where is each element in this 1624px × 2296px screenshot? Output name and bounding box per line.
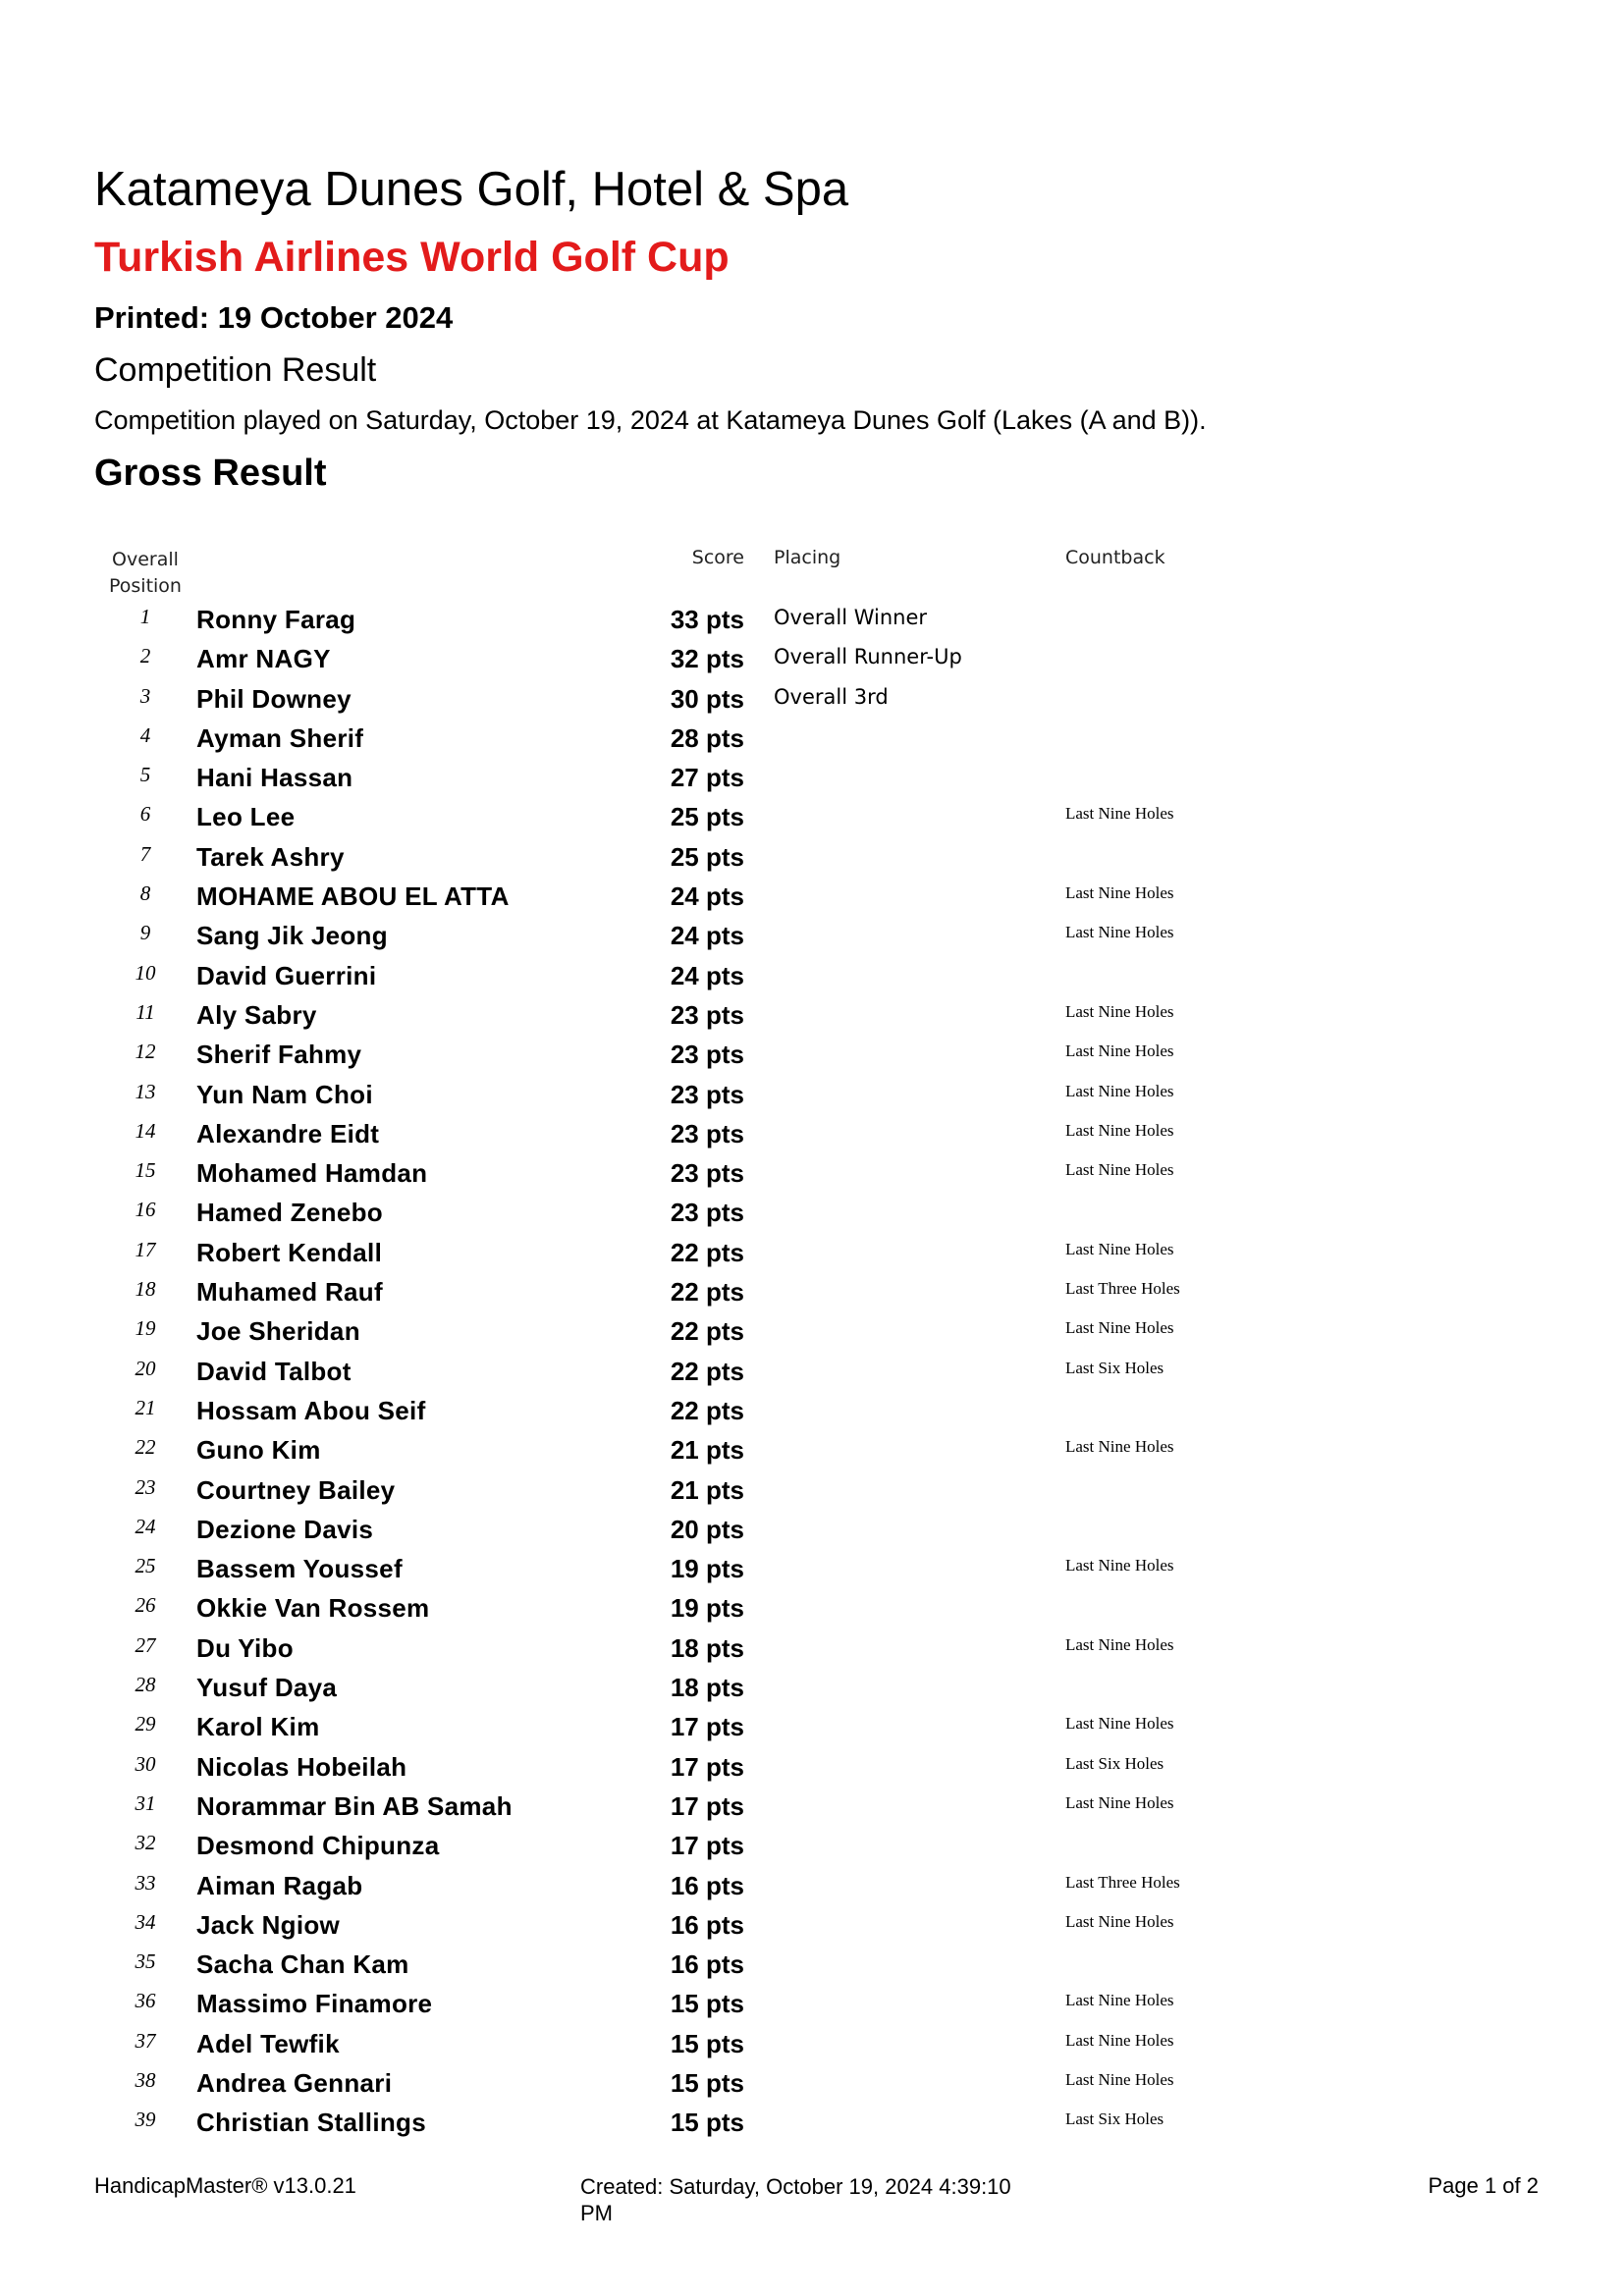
position-cell: 17 — [135, 1237, 156, 1261]
position-cell: 7 — [139, 841, 151, 866]
score-cell: 27 pts — [670, 763, 744, 793]
position-cell: 13 — [135, 1079, 156, 1103]
placing-cell: Overall Runner-Up — [774, 645, 962, 669]
countback-cell: Last Nine Holes — [1065, 1991, 1174, 2010]
position-cell: 34 — [135, 1909, 156, 1934]
score-cell: 22 pts — [670, 1277, 744, 1308]
player-name-cell: Dezione Davis — [196, 1514, 374, 1544]
score-cell: 19 pts — [670, 1554, 744, 1584]
player-name-cell: Mohamed Hamdan — [196, 1158, 428, 1189]
position-cell: 2 — [139, 644, 151, 668]
countback-cell: Last Nine Holes — [1065, 2030, 1174, 2050]
score-cell: 24 pts — [670, 921, 744, 951]
table-row — [0, 1473, 1624, 1513]
countback-cell: Last Nine Holes — [1065, 804, 1174, 824]
competition-played-line: Competition played on Saturday, October 19, 2024 at Katameya Dunes Golf (Lakes (A and B)). — [94, 405, 1207, 435]
player-name-cell: Yun Nam Choi — [196, 1079, 373, 1109]
position-cell: 25 — [135, 1554, 156, 1578]
countback-cell: Last Nine Holes — [1065, 1714, 1174, 1734]
table-row — [0, 1314, 1624, 1354]
table-row — [0, 1513, 1624, 1552]
player-name-cell: Muhamed Rauf — [196, 1277, 383, 1308]
table-row — [0, 1078, 1624, 1117]
placing-cell: Overall 3rd — [774, 684, 889, 709]
countback-cell: Last Six Holes — [1065, 2109, 1164, 2129]
player-name-cell: David Guerrini — [196, 960, 377, 990]
position-cell: 12 — [135, 1040, 156, 1064]
score-cell: 23 pts — [670, 1118, 744, 1148]
player-name-cell: Sacha Chan Kam — [196, 1949, 409, 1980]
table-row — [0, 1156, 1624, 1196]
table-row — [0, 959, 1624, 998]
countback-cell: Last Three Holes — [1065, 1872, 1180, 1892]
countback-cell: Last Six Holes — [1065, 1358, 1164, 1377]
table-row — [0, 2027, 1624, 2066]
table-row — [0, 1631, 1624, 1671]
countback-cell: Last Nine Holes — [1065, 1556, 1174, 1575]
position-cell: 32 — [135, 1831, 156, 1855]
score-cell: 23 pts — [670, 1040, 744, 1070]
placing-cell: Overall Winner — [774, 606, 928, 629]
countback-cell: Last Nine Holes — [1065, 1437, 1174, 1457]
player-name-cell: Bassem Youssef — [196, 1554, 403, 1584]
section-heading: Gross Result — [94, 453, 327, 494]
position-cell: 3 — [139, 683, 151, 708]
player-name-cell: Alexandre Eidt — [196, 1118, 380, 1148]
player-name-cell: Robert Kendall — [196, 1237, 383, 1267]
player-name-cell: Aly Sabry — [196, 999, 317, 1030]
position-cell: 8 — [139, 881, 151, 906]
countback-cell: Last Nine Holes — [1065, 923, 1174, 942]
player-name-cell: Norammar Bin AB Samah — [196, 1790, 513, 1821]
column-header-placing: Placing — [774, 547, 841, 568]
score-cell: 17 pts — [670, 1712, 744, 1742]
countback-cell: Last Nine Holes — [1065, 1041, 1174, 1061]
position-cell: 21 — [135, 1395, 156, 1419]
table-row — [0, 1908, 1624, 1948]
player-name-cell: Hani Hassan — [196, 763, 353, 793]
table-row — [0, 1591, 1624, 1630]
score-cell: 24 pts — [670, 960, 744, 990]
table-row — [0, 1038, 1624, 1077]
countback-cell: Last Nine Holes — [1065, 883, 1174, 903]
table-row — [0, 1196, 1624, 1235]
player-name-cell: Christian Stallings — [196, 2108, 426, 2138]
table-row — [0, 1433, 1624, 1472]
table-row — [0, 721, 1624, 761]
player-name-cell: Hossam Abou Seif — [196, 1395, 426, 1425]
position-cell: 16 — [135, 1198, 156, 1222]
table-row — [0, 2066, 1624, 2106]
position-cell: 1 — [139, 605, 151, 628]
score-cell: 16 pts — [670, 1909, 744, 1940]
score-cell: 23 pts — [670, 1198, 744, 1228]
score-cell: 15 pts — [670, 2028, 744, 2058]
position-cell: 24 — [135, 1514, 156, 1538]
score-cell: 25 pts — [670, 802, 744, 832]
position-cell: 18 — [135, 1277, 156, 1302]
column-header-position: Overall Position — [109, 549, 182, 597]
position-cell: 4 — [139, 722, 151, 747]
footer-created: Created: Saturday, October 19, 2024 4:39:10 PM — [580, 2174, 1011, 2225]
table-row — [0, 800, 1624, 839]
score-cell: 22 pts — [670, 1395, 744, 1425]
table-row — [0, 642, 1624, 681]
player-name-cell: Ronny Farag — [196, 605, 356, 634]
position-cell: 29 — [135, 1712, 156, 1736]
position-cell: 36 — [135, 1989, 156, 2013]
player-name-cell: Tarek Ashry — [196, 841, 345, 872]
countback-cell: Last Nine Holes — [1065, 1001, 1174, 1021]
footer-software: HandicapMaster® v13.0.21 — [94, 2173, 356, 2198]
position-cell: 6 — [139, 802, 151, 827]
score-cell: 22 pts — [670, 1237, 744, 1267]
position-cell: 38 — [135, 2067, 156, 2092]
countback-cell: Last Six Holes — [1065, 1753, 1164, 1773]
table-row — [0, 1869, 1624, 1908]
position-cell: 30 — [135, 1751, 156, 1776]
score-cell: 20 pts — [670, 1514, 744, 1544]
table-row — [0, 603, 1624, 642]
player-name-cell: Sherif Fahmy — [196, 1040, 362, 1070]
player-name-cell: Adel Tewfik — [196, 2028, 340, 2058]
score-cell: 23 pts — [670, 999, 744, 1030]
player-name-cell: Joe Sheridan — [196, 1316, 360, 1347]
column-header-score: Score — [691, 547, 744, 568]
score-cell: 28 pts — [670, 722, 744, 753]
score-cell: 23 pts — [670, 1079, 744, 1109]
competition-title: Turkish Airlines World Golf Cup — [94, 234, 730, 281]
report-subtitle: Competition Result — [94, 351, 377, 389]
player-name-cell: MOHAME ABOU EL ATTA — [196, 881, 510, 912]
player-name-cell: Okkie Van Rossem — [196, 1593, 430, 1624]
countback-cell: Last Nine Holes — [1065, 1081, 1174, 1100]
player-name-cell: Massimo Finamore — [196, 1989, 433, 2019]
table-row — [0, 1710, 1624, 1749]
table-row — [0, 880, 1624, 919]
countback-cell: Last Nine Holes — [1065, 1792, 1174, 1812]
score-cell: 15 pts — [670, 2067, 744, 2098]
countback-cell: Last Nine Holes — [1065, 1911, 1174, 1931]
position-cell: 39 — [135, 2108, 156, 2132]
table-row — [0, 682, 1624, 721]
score-cell: 17 pts — [670, 1790, 744, 1821]
position-cell: 35 — [135, 1949, 156, 1974]
printed-date: Printed: 19 October 2024 — [94, 300, 454, 335]
countback-cell: Last Nine Holes — [1065, 1120, 1174, 1140]
position-cell: 26 — [135, 1593, 156, 1618]
countback-cell: Last Nine Holes — [1065, 1160, 1174, 1180]
player-name-cell: Yusuf Daya — [196, 1673, 338, 1703]
score-cell: 21 pts — [670, 1435, 744, 1466]
player-name-cell: Amr NAGY — [196, 644, 331, 674]
position-cell: 27 — [135, 1632, 156, 1657]
score-cell: 15 pts — [670, 2108, 744, 2138]
score-cell: 18 pts — [670, 1673, 744, 1703]
countback-cell: Last Nine Holes — [1065, 1318, 1174, 1338]
position-cell: 5 — [139, 763, 151, 787]
position-cell: 37 — [135, 2028, 156, 2053]
player-name-cell: Jack Ngiow — [196, 1909, 341, 1940]
player-name-cell: Courtney Bailey — [196, 1474, 396, 1505]
column-header-countback: Countback — [1065, 547, 1165, 568]
table-row — [0, 840, 1624, 880]
table-row — [0, 1750, 1624, 1789]
score-cell: 32 pts — [670, 644, 744, 674]
table-row — [0, 1829, 1624, 1868]
position-cell: 20 — [135, 1356, 156, 1380]
player-name-cell: Ayman Sherif — [196, 722, 364, 753]
player-name-cell: Aiman Ragab — [196, 1870, 363, 1900]
venue-title: Katameya Dunes Golf, Hotel & Spa — [94, 163, 849, 216]
score-cell: 30 pts — [670, 683, 744, 714]
score-cell: 18 pts — [670, 1632, 744, 1663]
player-name-cell: Nicolas Hobeilah — [196, 1751, 407, 1782]
table-row — [0, 998, 1624, 1038]
player-name-cell: Sang Jik Jeong — [196, 921, 388, 951]
score-cell: 15 pts — [670, 1989, 744, 2019]
position-cell: 15 — [135, 1158, 156, 1183]
score-cell: 19 pts — [670, 1593, 744, 1624]
table-row — [0, 1117, 1624, 1156]
score-cell: 22 pts — [670, 1316, 744, 1347]
table-row — [0, 1394, 1624, 1433]
table-row — [0, 761, 1624, 800]
table-row — [0, 1987, 1624, 2026]
position-cell: 9 — [139, 921, 151, 945]
results-table — [0, 603, 1624, 2146]
countback-cell: Last Three Holes — [1065, 1279, 1180, 1299]
score-cell: 17 pts — [670, 1831, 744, 1861]
countback-cell: Last Nine Holes — [1065, 1239, 1174, 1258]
score-cell: 24 pts — [670, 881, 744, 912]
player-name-cell: Du Yibo — [196, 1632, 294, 1663]
position-cell: 22 — [135, 1435, 156, 1460]
player-name-cell: Andrea Gennari — [196, 2067, 393, 2098]
score-cell: 16 pts — [670, 1870, 744, 1900]
footer-page-number: Page 1 of 2 — [1428, 2173, 1539, 2198]
player-name-cell: Desmond Chipunza — [196, 1831, 440, 1861]
position-cell: 33 — [135, 1870, 156, 1895]
player-name-cell: David Talbot — [196, 1356, 352, 1386]
score-cell: 17 pts — [670, 1751, 744, 1782]
position-cell: 23 — [135, 1474, 156, 1499]
countback-cell: Last Nine Holes — [1065, 1634, 1174, 1654]
score-cell: 23 pts — [670, 1158, 744, 1189]
position-cell: 11 — [135, 999, 155, 1024]
table-row — [0, 1236, 1624, 1275]
table-row — [0, 1671, 1624, 1710]
table-row — [0, 2106, 1624, 2145]
score-cell: 21 pts — [670, 1474, 744, 1505]
score-cell: 16 pts — [670, 1949, 744, 1980]
table-row — [0, 919, 1624, 958]
position-cell: 28 — [135, 1673, 156, 1697]
player-name-cell: Hamed Zenebo — [196, 1198, 383, 1228]
position-cell: 10 — [135, 960, 156, 985]
table-row — [0, 1275, 1624, 1314]
score-cell: 22 pts — [670, 1356, 744, 1386]
score-cell: 33 pts — [670, 605, 744, 634]
score-cell: 25 pts — [670, 841, 744, 872]
table-row — [0, 1355, 1624, 1394]
player-name-cell: Guno Kim — [196, 1435, 321, 1466]
table-row — [0, 1552, 1624, 1591]
player-name-cell: Phil Downey — [196, 683, 352, 714]
table-row — [0, 1948, 1624, 1987]
position-cell: 19 — [135, 1316, 156, 1341]
player-name-cell: Karol Kim — [196, 1712, 320, 1742]
position-cell: 31 — [135, 1790, 156, 1815]
countback-cell: Last Nine Holes — [1065, 2069, 1174, 2089]
table-row — [0, 1789, 1624, 1829]
position-cell: 14 — [135, 1118, 156, 1143]
player-name-cell: Leo Lee — [196, 802, 296, 832]
